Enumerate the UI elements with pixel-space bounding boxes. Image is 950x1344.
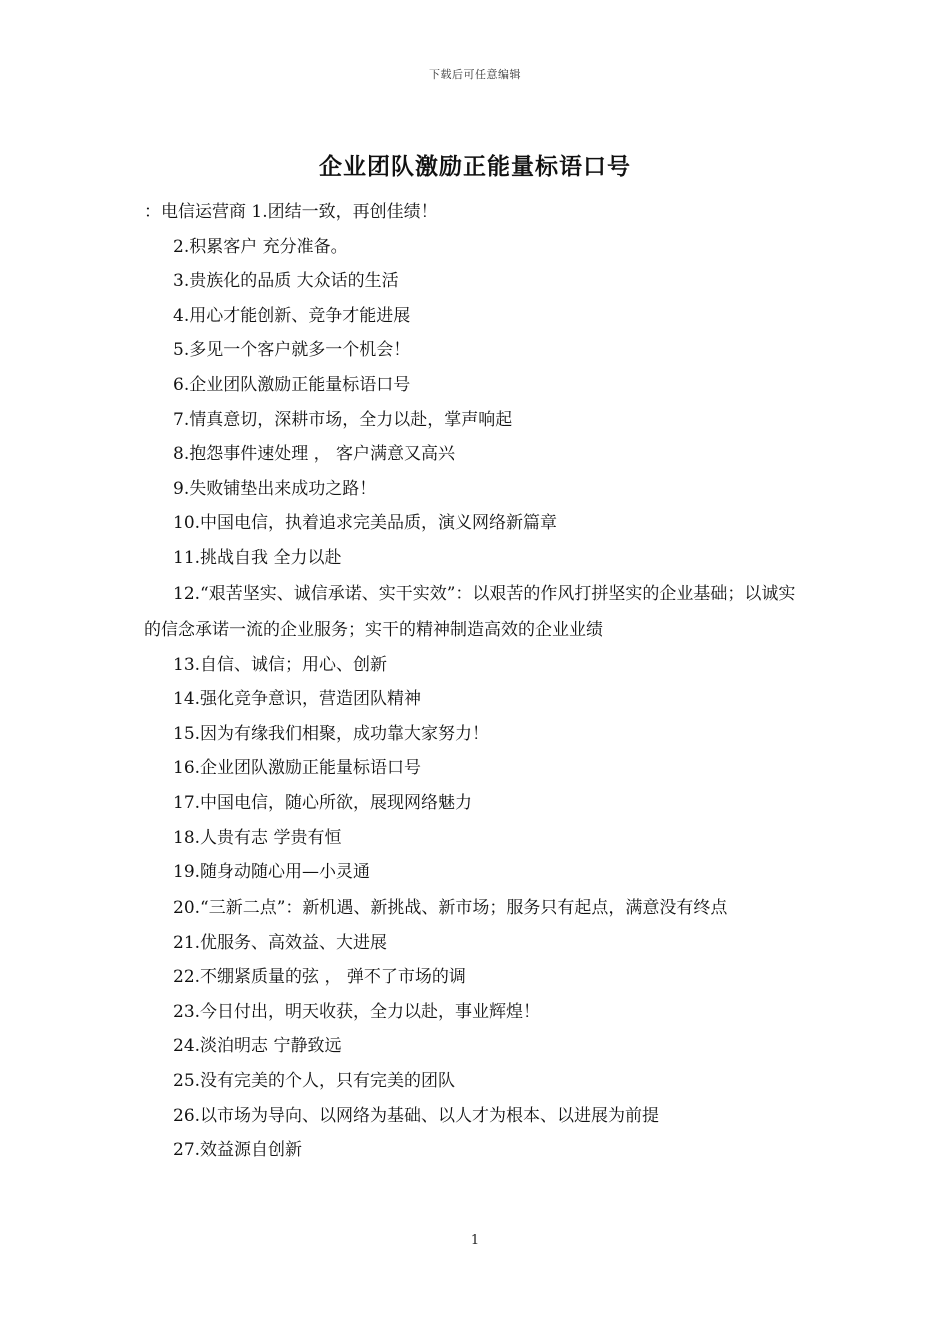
list-item: 8.抱怨事件速处理 ， 客户满意又高兴 — [173, 444, 456, 465]
list-item: 18.人贵有志 学贵有恒 — [173, 827, 342, 848]
list-item: 24.淡泊明志 宁静致远 — [173, 1036, 342, 1057]
list-item: ：电信运营商 1.团结一致，再创佳绩！ — [144, 202, 438, 222]
slogan-list — [144, 195, 809, 1168]
list-item: 22.不绷紧质量的弦 ， 弹不了市场的调 — [173, 967, 466, 988]
header-note: 下载后可任意编辑 — [429, 68, 521, 81]
list-item: 19.随身动随心用—小灵通 — [173, 862, 371, 883]
list-item: 26.以市场为导向、以网络为基础、以人才为根本、以进展为前提 — [173, 1105, 660, 1126]
list-item: 15.因为有缘我们相聚，成功靠大家努力！ — [173, 723, 490, 744]
list-item: 14.强化竞争意识，营造团队精神 — [173, 689, 422, 710]
list-item: 16.企业团队激励正能量标语口号 — [173, 758, 422, 779]
list-item: 27.效益源自创新 — [173, 1140, 303, 1161]
list-item: 6.企业团队激励正能量标语口号 — [173, 374, 411, 395]
list-item: 9.失败铺垫出来成功之路！ — [173, 478, 377, 499]
list-item: 11.挑战自我 全力以赴 — [173, 547, 342, 568]
list-item: 10.中国电信，执着追求完美品质，演义网络新篇章 — [173, 513, 558, 534]
list-item: 21.优服务、高效益、大进展 — [173, 932, 388, 953]
document-title: 企业团队激励正能量标语口号 — [319, 153, 631, 180]
list-item: 25.没有完美的个人，只有完美的团队 — [173, 1071, 456, 1092]
list-item: 4.用心才能创新、竞争才能进展 — [173, 305, 411, 326]
list-item: 23.今日付出，明天收获，全力以赴，事业辉煌！ — [173, 1001, 541, 1022]
list-item: 12.“艰苦坚实、诚信承诺、实干实效”：以艰苦的作风打拼坚实的企业基础；以诚实的信念承诺一流的企业服务；实干的精神制造高效的企业业绩 — [144, 583, 796, 640]
page-number: 1 — [470, 1233, 480, 1248]
list-item: 5.多见一个客户就多一个机会！ — [173, 340, 411, 361]
list-item: 17.中国电信，随心所欲，展现网络魅力 — [173, 792, 473, 813]
list-item: 2.积累客户 充分准备。 — [173, 236, 348, 257]
list-item: 20.“三新二点”：新机遇、新挑战、新市场；服务只有起点，满意没有终点 — [173, 897, 728, 918]
list-item: 13.自信、诚信；用心、创新 — [173, 654, 388, 675]
list-item: 3.贵族化的品质 大众话的生活 — [173, 271, 399, 292]
list-item: 7.情真意切，深耕市场，全力以赴，掌声响起 — [173, 409, 513, 430]
